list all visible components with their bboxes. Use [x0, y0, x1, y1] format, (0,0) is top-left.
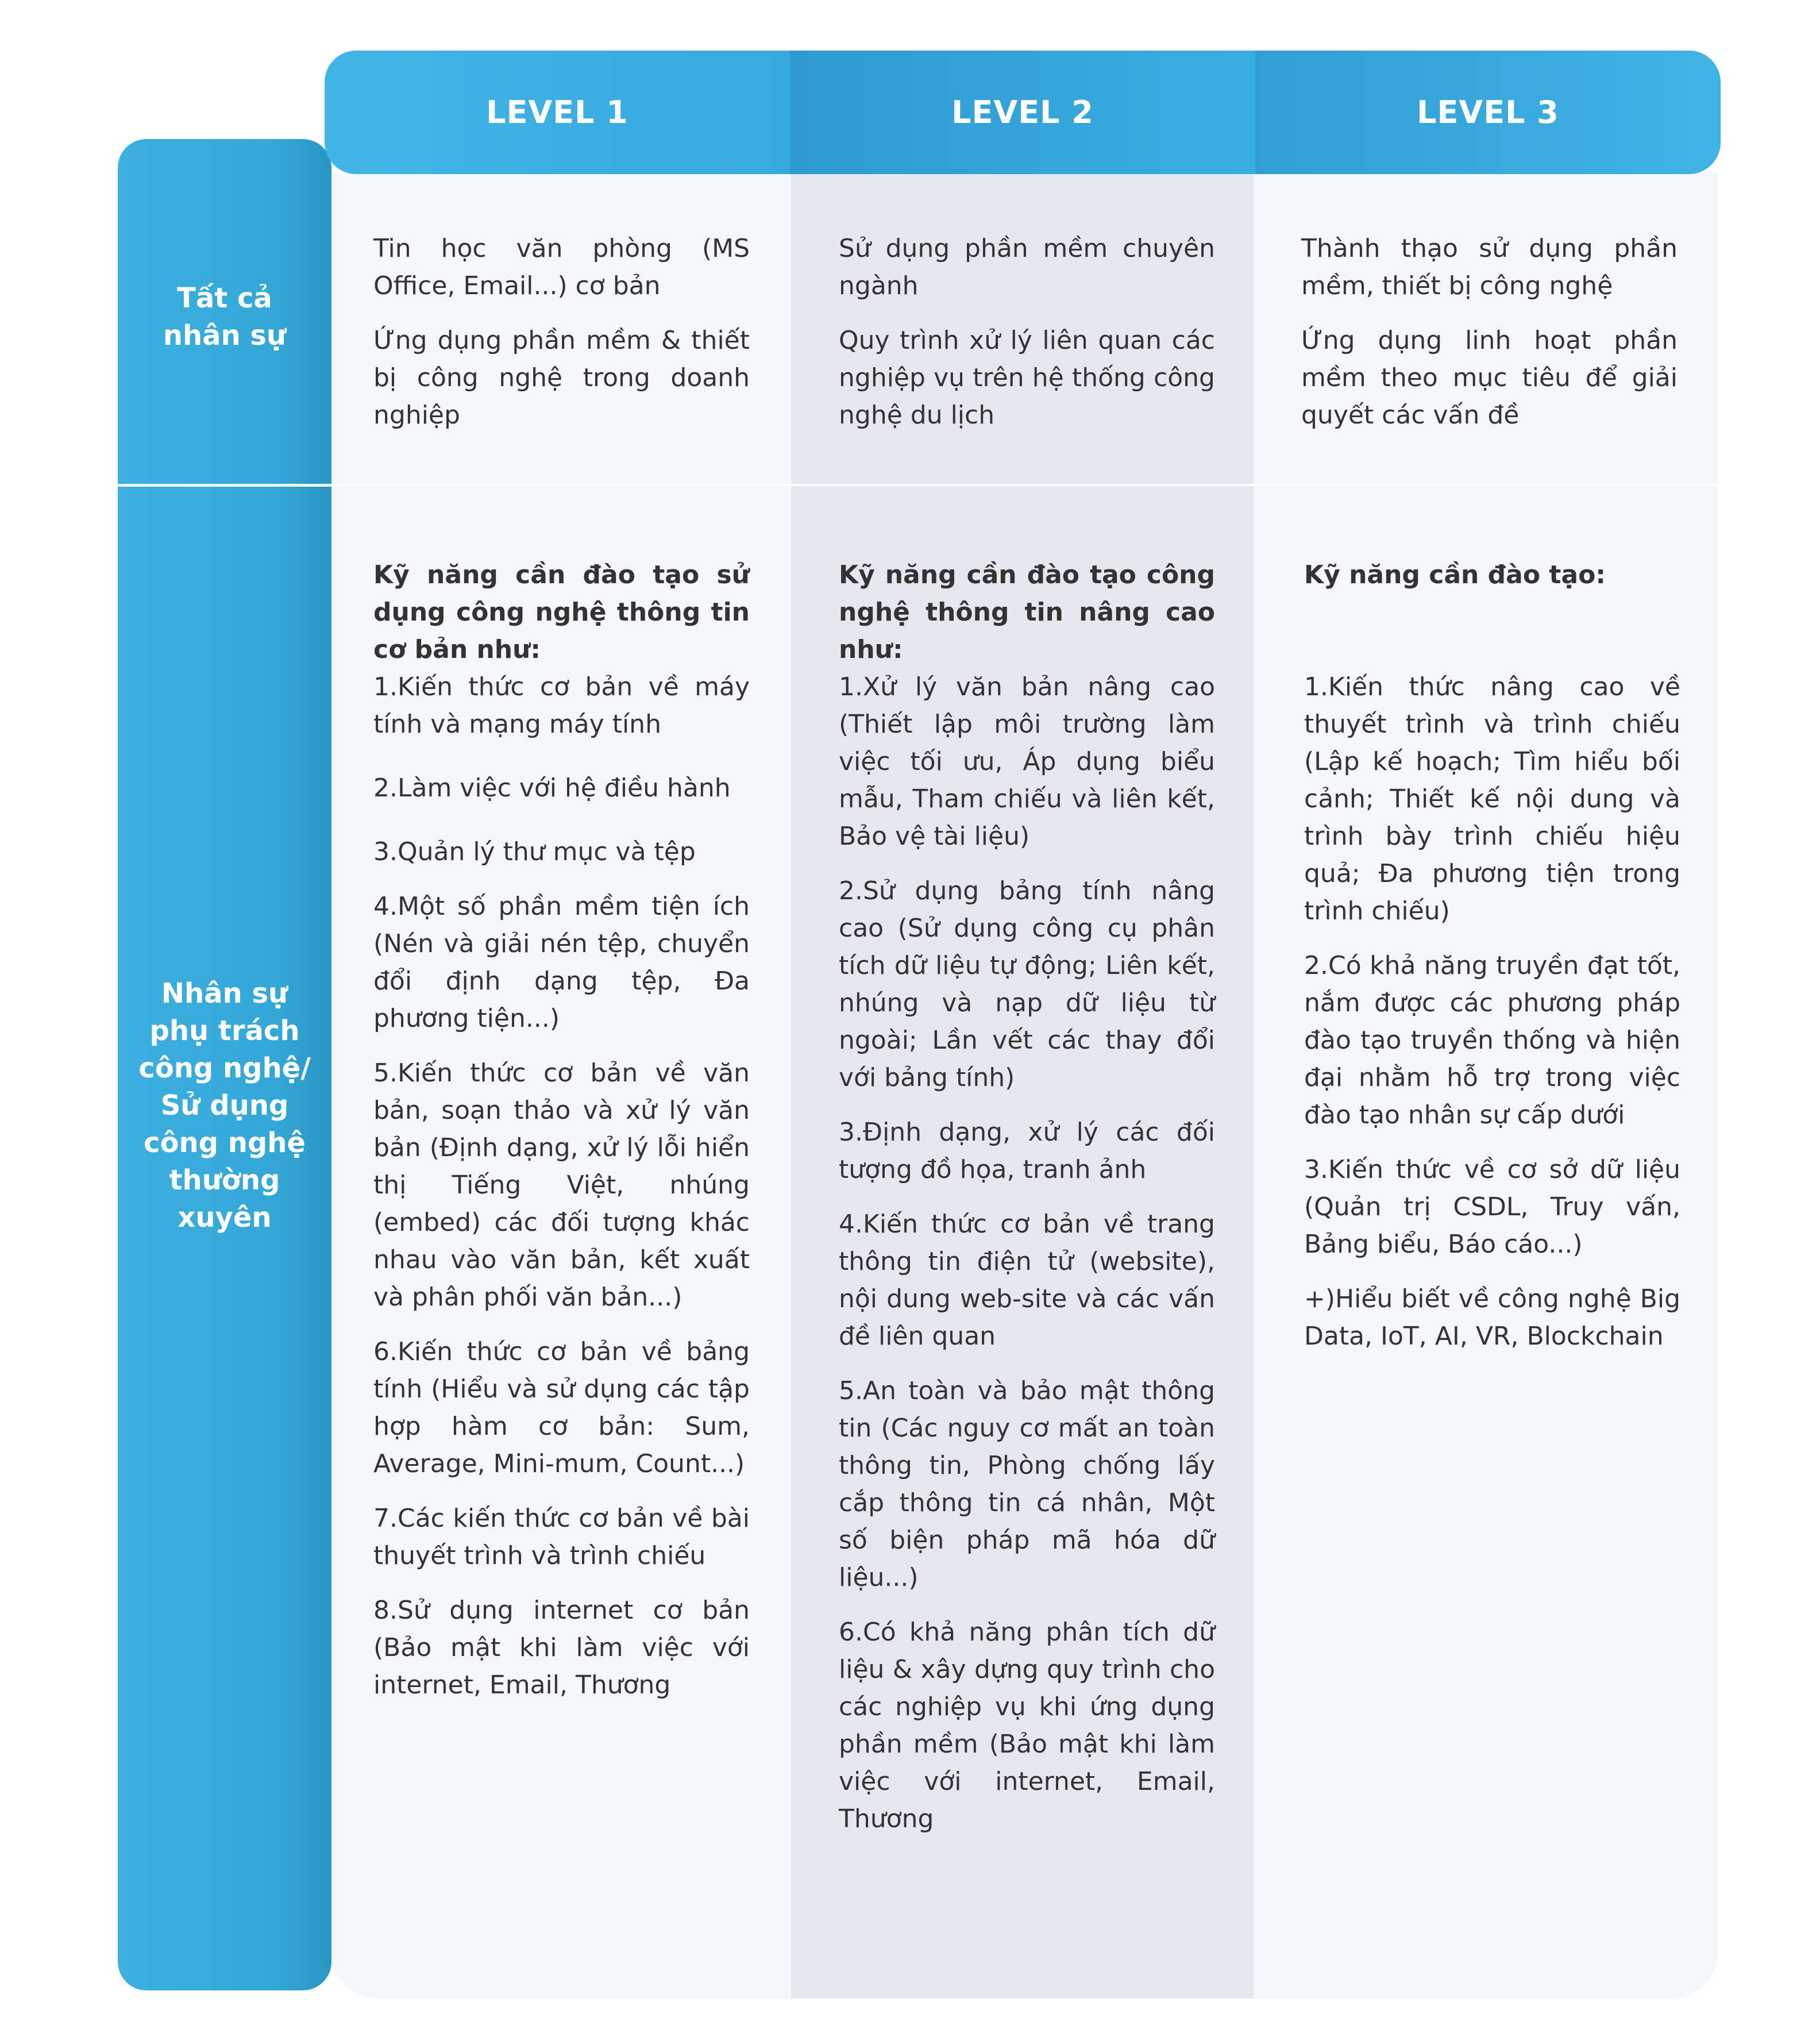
header-level-2: LEVEL 2 — [790, 51, 1255, 174]
list-item: 6.Kiến thức cơ bản về bảng tính (Hiểu và sử dụng các tập hợp hàm cơ bản: Sum, Average, Mini-mum, Count...) — [373, 1337, 750, 1478]
cell-all-staff-level2: Sử dụng phần mềm chuyên ngành Quy trình xử lý liên quan các nghiệp vụ trên hệ thống công nghệ du lịch — [839, 234, 1215, 430]
header-level-1: LEVEL 1 — [325, 51, 790, 174]
cell-tech-staff-level1: Kỹ năng cần đào tạo sử dụng công nghệ thông tin cơ bản như: 1.Kiến thức cơ bản về máy tính và mạng máy tính 2.Làm việc với hệ điều hành 3.Quản lý thư mục và tệp 4.Một số phần mềm tiện ích (Nén và giải nén tệp, chuyển đổi định dạng tệp, Đa phương tiện...) 5.Kiến thức cơ bản về văn bản, soạn thảo và xử lý văn bản (Định dạng, xử lý lỗi hiển thị Tiếng Việt, nhúng (embed) các đối tượng khác nhau vào văn bản, kết xuất và phân phối văn bản...) 6.Kiến thức cơ bản về bảng tính (Hiểu và sử dụng các tập hợp hàm cơ bản: Sum, Average, Mini-mum, Count...) 7.Các kiến thức cơ bản về bài thuyết trình và trình chiếu 8.Sử dụng internet cơ bản (Bảo mật khi làm việc với internet, Email, Thương — [373, 556, 750, 1704]
list-item: 3.Quản lý thư mục và tệp — [373, 837, 696, 866]
row-header-column — [118, 139, 331, 1990]
table-body — [331, 172, 1718, 1998]
list-item: 7.Các kiến thức cơ bản về bài thuyết trình và trình chiếu — [373, 1504, 750, 1570]
cell-tech-staff-level3: Kỹ năng cần đào tạo: 1.Kiến thức nâng cao về thuyết trình và trình chiếu (Lập kế hoạch; Tìm hiểu bối cảnh; Thiết kế nội dung và trình bày trình chiếu hiệu quả; Đa phương tiện trong trình chiếu) 2.Có khả năng truyền đạt tốt, nắm được các phương pháp đào tạo truyền thống và hiện đại nhằm hỗ trợ trong việc đào tạo nhân sự cấp dưới 3.Kiến thức về cơ sở dữ liệu (Quản trị CSDL, Truy vấn, Bảng biểu, Báo cáo...) +)Hiểu biết về công nghệ Big Data, IoT, AI, VR, Blockchain — [1304, 556, 1680, 1355]
list-item: 6.Có khả năng phân tích dữ liệu & xây dựng quy trình cho các nghiệp vụ khi ứng dụng phần mềm (Bảo mật khi làm việc với internet, Email, Thương — [839, 1618, 1215, 1834]
list-item: 5.An toàn và bảo mật thông tin (Các nguy cơ mất an toàn thông tin, Phòng chống lấy cắp thông tin cá nhân, Một số biện pháp mã hóa dữ liệu...) — [839, 1376, 1215, 1592]
cell-tech-staff-level2: Kỹ năng cần đào tạo công nghệ thông tin nâng cao như: 1.Xử lý văn bản nâng cao (Thiết lập môi trường làm việc tối ưu, Áp dụng biểu mẫu, Tham chiếu và liên kết, Bảo vệ tài liệu) 2.Sử dụng bảng tính nâng cao (Sử dụng công cụ phân tích dữ liệu tự động; Liên kết, nhúng và nạp dữ liệu từ ngoài; Lần vết các thay đổi với bảng tính) 3.Định dạng, xử lý các đối tượng đồ họa, tranh ảnh 4.Kiến thức cơ bản về trang thông tin điện tử (website), nội dung web-site và các vấn đề liên quan 5.An toàn và bảo mật thông tin (Các nguy cơ mất an toàn thông tin, Phòng chống lấy cắp thông tin cá nhân, Một số biện pháp mã hóa dữ liệu...) 6.Có khả năng phân tích dữ liệu & xây dựng quy trình cho các nghiệp vụ khi ứng dụng phần mềm (Bảo mật khi làm việc với internet, Email, Thương — [839, 556, 1215, 1838]
list-item: 1.Xử lý văn bản nâng cao (Thiết lập môi trường làm việc tối ưu, Áp dụng biểu mẫu, Tham chiếu và liên kết, Bảo vệ tài liệu) — [839, 672, 1215, 851]
row-label-tech-staff: Nhân sự phụ trách công nghệ/ Sử dụng công nghệ thường xuyên — [138, 977, 311, 1234]
list-item: 2.Có khả năng truyền đạt tốt, nắm được các phương pháp đào tạo truyền thống và hiện đại nhằm hỗ trợ trong việc đào tạo nhân sự cấp dưới — [1304, 951, 1680, 1130]
cell-all-staff-level1: Tin học văn phòng (MS Office, Email...) cơ bản Ứng dụng phần mềm & thiết bị công nghệ trong doanh nghiệp — [373, 234, 750, 430]
level-header-bar — [325, 51, 1721, 174]
list-item: 3.Kiến thức về cơ sở dữ liệu (Quản trị CSDL, Truy vấn, Bảng biểu, Báo cáo...) — [1304, 1155, 1680, 1259]
list-item: 2.Sử dụng bảng tính nâng cao (Sử dụng công cụ phân tích dữ liệu tự động; Liên kết, nhúng và nạp dữ liệu từ ngoài; Lần vết các thay đổi với bảng tính) — [839, 876, 1215, 1092]
list-item: 4.Kiến thức cơ bản về trang thông tin điện tử (website), nội dung web-site và các vấn đề liên quan — [839, 1210, 1215, 1351]
row-label-all-staff: Tất cả nhân sự — [163, 282, 287, 352]
list-item: 3.Định dạng, xử lý các đối tượng đồ họa, tranh ảnh — [839, 1118, 1215, 1184]
row-header-divider — [118, 484, 331, 487]
cell-all-staff-level3: Thành thạo sử dụng phần mềm, thiết bị công nghệ Ứng dụng linh hoạt phần mềm theo mục tiêu để giải quyết các vấn đề — [1301, 234, 1678, 430]
list-item: 8.Sử dụng internet cơ bản (Bảo mật khi làm việc với internet, Email, Thương — [373, 1596, 750, 1700]
row-divider — [331, 484, 1718, 486]
list-item: 1.Kiến thức nâng cao về thuyết trình và trình chiếu (Lập kế hoạch; Tìm hiểu bối cảnh; Thiết kế nội dung và trình bày trình chiếu hiệu quả; Đa phương tiện trong trình chiếu) — [1304, 672, 1680, 926]
header-level-3: LEVEL 3 — [1255, 51, 1721, 174]
list-item: 5.Kiến thức cơ bản về văn bản, soạn thảo và xử lý văn bản (Định dạng, xử lý lỗi hiển thị Tiếng Việt, nhúng (embed) các đối tượng khác nhau vào văn bản, kết xuất và phân phối văn bản...) — [373, 1058, 750, 1312]
list-item: 1.Kiến thức cơ bản về máy tính và mạng máy tính — [373, 672, 750, 739]
list-item: 2.Làm việc với hệ điều hành — [373, 773, 731, 803]
list-item: 4.Một số phần mềm tiện ích (Nén và giải nén tệp, chuyển đổi định dạng tệp, Đa phương tiện...) — [373, 892, 750, 1033]
list-item: +)Hiểu biết về công nghệ Big Data, IoT, AI, VR, Blockchain — [1304, 1284, 1680, 1351]
